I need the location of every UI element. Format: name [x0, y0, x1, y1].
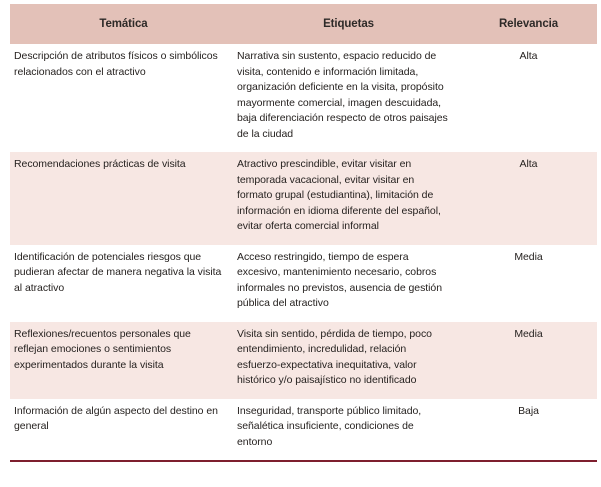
table-row [10, 245, 597, 322]
thematic-relevance-table [10, 4, 597, 462]
cell-relevancia: Media [514, 327, 543, 340]
table-row [10, 322, 597, 399]
table-row [10, 399, 597, 461]
cell-etiquetas: Inseguridad, transporte público limitado, señalética insuficiente, condiciones de entorno [237, 404, 422, 448]
cell-tematica: Reflexiones/recuentos personales que reflejan emociones o sentimientos experimentados durante la visita [14, 327, 191, 371]
table-body [10, 44, 597, 460]
cell-etiquetas: Acceso restringido, tiempo de espera excesivo, mantenimiento necesario, cobros informales no previstos, ausencia de gestión pública del atractivo [237, 250, 443, 309]
cell-relevancia: Alta [519, 158, 538, 170]
cell-etiquetas: Narrativa sin sustento, espacio reducido de visita, contenido e información limitada, organización deficiente en la visita, propósito mayormente comercial, imagen descuidada, baja diferenciación respecto de otros paisajes de la ciudad [237, 50, 448, 140]
table-bottom-rule [10, 460, 597, 462]
table-row [10, 152, 597, 245]
cell-etiquetas: Atractivo prescindible, evitar visitar en temporada vacacional, evitar visitar en formato grupal (estudiantina), limitación de información en idioma diferente del español, evitar oferta comercial informal [237, 158, 441, 232]
cell-tematica: Recomendaciones prácticas de visita [14, 158, 186, 170]
column-header-relevancia: Relevancia [498, 18, 559, 30]
cell-relevancia: Baja [518, 404, 539, 417]
cell-relevancia: Media [514, 250, 543, 263]
column-header-etiquetas: Etiquetas [323, 18, 374, 30]
cell-tematica: Identificación de potenciales riesgos que pudieran afectar de manera negativa la visita al atractivo [14, 250, 222, 294]
cell-tematica: Descripción de atributos físicos o simbólicos relacionados con el atractivo [14, 50, 218, 78]
column-header-tematica: Temática [99, 18, 148, 30]
cell-etiquetas: Visita sin sentido, pérdida de tiempo, poco entendimiento, incredulidad, relación esfuerzo-expectativa inequitativa, valor histórico y/o paisajístico no identificado [237, 327, 432, 386]
cell-relevancia: Alta [519, 50, 538, 62]
table-row [10, 44, 597, 152]
cell-tematica: Información de algún aspecto del destino en general [14, 404, 218, 432]
table-header-row [10, 4, 597, 44]
